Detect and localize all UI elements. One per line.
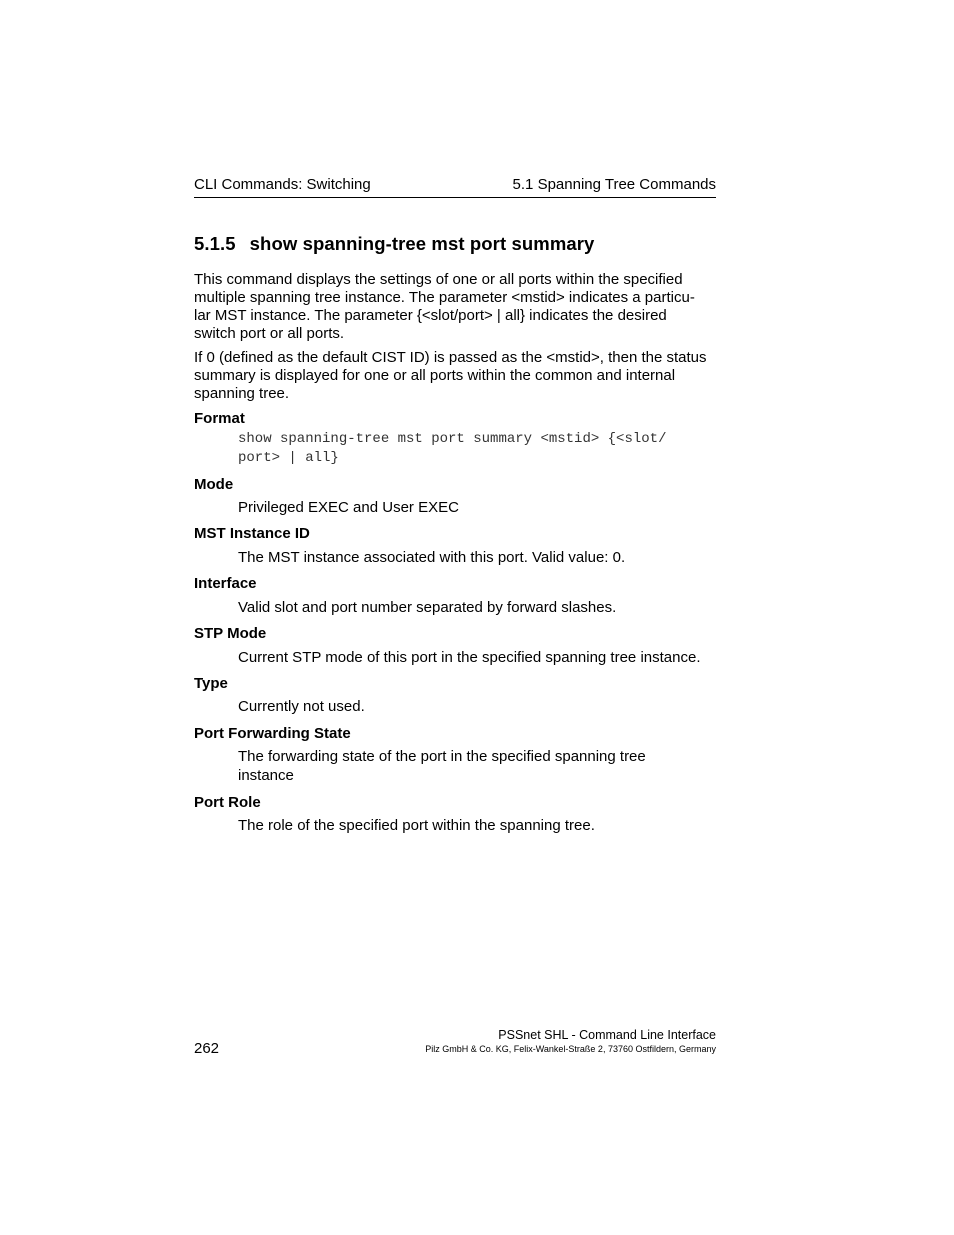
field-desc-mode: Privileged EXEC and User EXEC: [238, 499, 459, 516]
format-code-line: port> | all}: [238, 450, 339, 466]
running-header: [194, 175, 716, 198]
intro-paragraph-1: [194, 271, 724, 343]
field-label-stp-mode: STP Mode: [194, 625, 267, 642]
field-label-interface: Interface: [194, 575, 257, 592]
intro-p2-line: If 0 (defined as the default CIST ID) is passed as the <mstid>, then the status: [194, 349, 707, 366]
format-code: [238, 430, 718, 468]
field-desc-type: Currently not used.: [238, 698, 365, 715]
section-heading: [194, 233, 594, 255]
intro-p1-line: multiple spanning tree instance. The parameter <mstid> indicates a particu-: [194, 289, 695, 306]
field-label-port-forwarding-state: Port Forwarding State: [194, 725, 351, 742]
field-desc-port-forwarding-state: [238, 747, 718, 785]
intro-paragraph-2: [194, 349, 724, 403]
intro-p2-line: summary is displayed for one or all ports within the common and internal: [194, 367, 676, 384]
field-label-port-role: Port Role: [194, 794, 261, 811]
page-number: 262: [194, 1040, 220, 1057]
field-desc-port-role: The role of the specified port within the spanning tree.: [238, 817, 595, 834]
field-desc-line: The forwarding state of the port in the specified spanning tree: [238, 748, 646, 765]
field-label-mst-instance-id: MST Instance ID: [194, 525, 310, 542]
format-code-line: show spanning-tree mst port summary <mstid> {<slot/: [238, 431, 667, 447]
field-desc-interface: Valid slot and port number separated by forward slashes.: [238, 599, 617, 616]
field-label-type: Type: [194, 675, 228, 692]
intro-p2-line: spanning tree.: [194, 385, 290, 402]
intro-p1-line: lar MST instance. The parameter {<slot/port> | all} indicates the desired: [194, 307, 667, 324]
field-desc-line: instance: [238, 767, 294, 784]
format-label: Format: [194, 410, 245, 427]
field-label-mode: Mode: [194, 476, 234, 493]
section-title-text: show spanning-tree mst port summary: [249, 233, 595, 254]
intro-p1-line: This command displays the settings of one or all ports within the specified: [194, 271, 683, 288]
field-desc-stp-mode: Current STP mode of this port in the specified spanning tree instance.: [238, 649, 701, 666]
section-number: 5.1.5: [194, 233, 236, 254]
footer-address: Pilz GmbH & Co. KG, Felix-Wankel-Straße 2, 73760 Ostfildern, Germany: [425, 1044, 716, 1054]
intro-p1-line: switch port or all ports.: [194, 325, 345, 342]
header-chapter: CLI Commands: Switching: [194, 176, 371, 193]
header-section: 5.1 Spanning Tree Commands: [512, 176, 716, 193]
field-desc-mst-instance-id: The MST instance associated with this port. Valid value: 0.: [238, 549, 626, 566]
footer-document-title: PSSnet SHL - Command Line Interface: [498, 1028, 716, 1042]
